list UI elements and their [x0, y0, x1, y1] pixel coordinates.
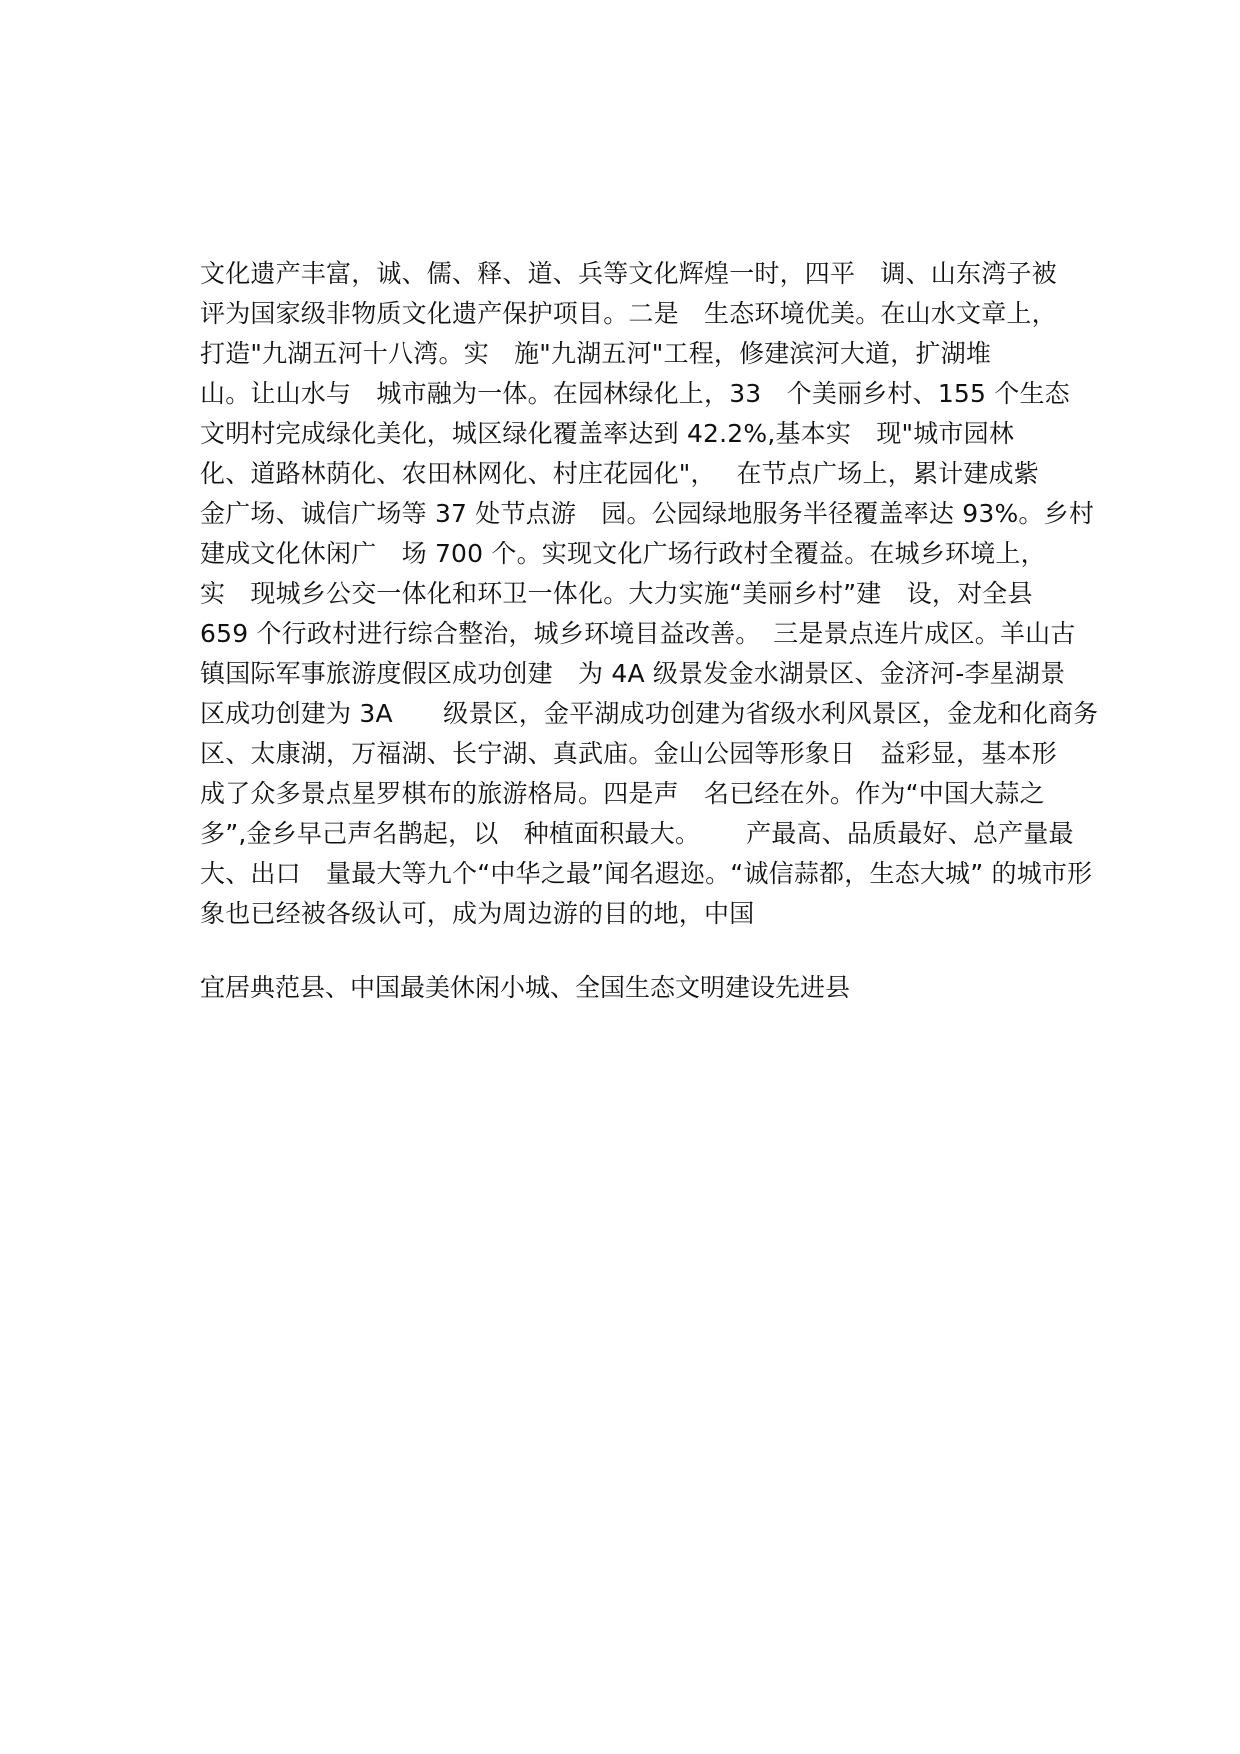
paragraph-line: 区成功创建为 3A 级景区，金平湖成功创建为省级水利风景区，金龙和化商务	[200, 699, 1099, 728]
paragraph-line: 实 现城乡公交一体化和环卫一体化。大力实施“美丽乡村”建 设，对全县	[200, 579, 1033, 608]
trailing-line: 宜居典范县、中国最美休闲小城、全国生态文明建设先进县	[200, 973, 851, 1002]
paragraph-line: 文明村完成绿化美化，城区绿化覆盖率达到 42.2%,基本实 现"城市园林	[200, 419, 1015, 448]
paragraph-line: 金广场、诚信广场等 37 处节点游 园。公园绿地服务半径覆盖率达 93%。乡村	[200, 499, 1095, 528]
paragraph-line: 建成文化休闲广 场 700 个。实现文化广场行政村全覆益。在城乡环境上，	[200, 539, 1046, 568]
paragraph-line: 区、太康湖，万福湖、长宁湖、真武庙。金山公园等形象日 益彩显，基本形	[200, 739, 1057, 768]
paragraph-line: 多”,金乡早己声名鹊起，以 种植面积最大。 产最高、品质最好、总产量最	[200, 819, 1074, 848]
paragraph-line: 文化遗产丰富，诚、儒、释、道、兵等文化辉煌一时，四平 调、山东湾子被	[200, 259, 1057, 288]
paragraph-line: 镇国际军事旅游度假区成功创建 为 4A 级景发金水湖景区、金济河-李星湖景	[200, 659, 1066, 688]
paragraph-line: 大、出口 量最大等九个“中华之最”闻名遐迩。“诚信蒜都，生态大城” 的城市形	[200, 859, 1093, 888]
paragraph-line: 打造"九湖五河十八湾。实 施"九湖五河"工程，修建滨河大道，扩湖堆	[200, 339, 992, 368]
paragraph-line: 成了众多景点星罗棋布的旅游格局。四是声 名已经在外。作为“中国大蒜之	[200, 779, 1045, 808]
paragraph-line: 评为国家级非物质文化遗产保护项目。二是 生态环境优美。在山水文章上，	[200, 299, 1057, 328]
paragraph-line: 659 个行政村进行综合整治，城乡环境目益改善。 三是景点连片成区。羊山古	[200, 619, 1076, 648]
paragraph-line: 象也已经被各级认可，成为周边游的目的地，中国	[200, 899, 755, 928]
paragraph-line: 山。让山水与 城市融为一体。在园林绿化上，33 个美丽乡村、155 个生态	[200, 379, 1070, 408]
paragraph-line: 化、道路林荫化、农田林网化、村庄花园化"， 在节点广场上，累计建成紫	[200, 459, 1039, 488]
document-paragraph	[200, 254, 1120, 934]
